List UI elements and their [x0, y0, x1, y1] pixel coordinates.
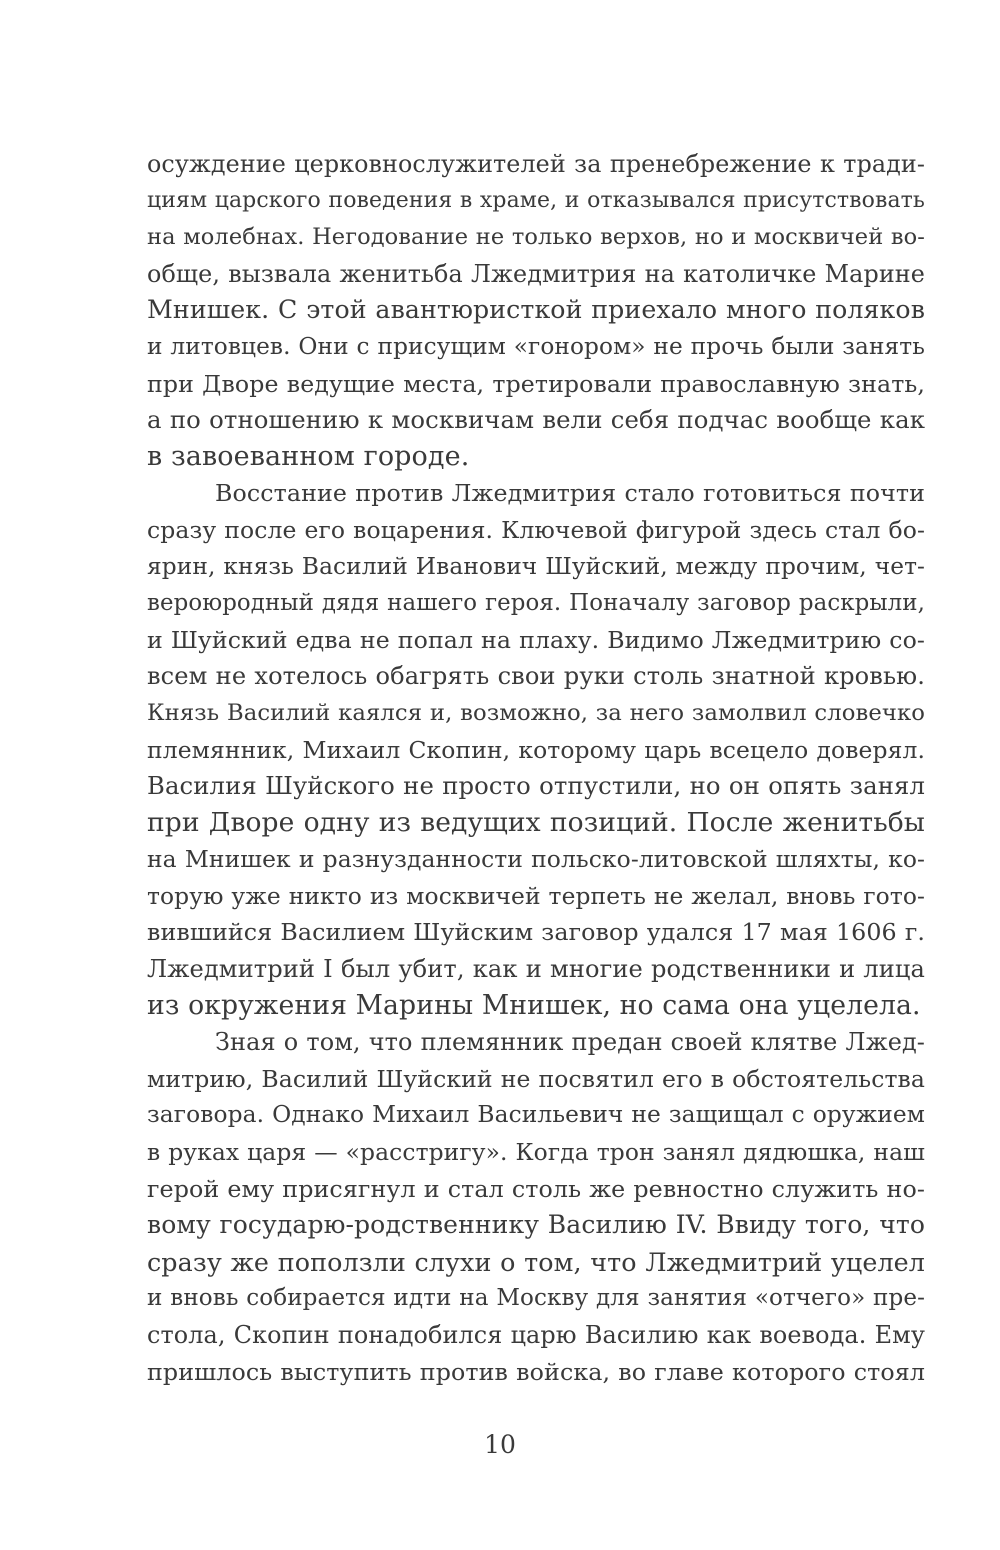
- text-line: из окружения Марины Мнишек, но сама она уцелела.: [147, 989, 921, 1021]
- text-line: торую уже никто из москвичей терпеть не желал, вновь гото-: [147, 881, 925, 910]
- text-line: митрию, Василий Шуйский не посвятил его в обстоятельства: [147, 1064, 925, 1093]
- text-line: при Дворе одну из ведущих позиций. После женитьбы: [147, 806, 925, 838]
- text-line: ярин, князь Василий Иванович Шуйский, между прочим, чет-: [147, 552, 925, 580]
- text-line: Василия Шуйского не просто отпустили, но он опять занял: [147, 771, 925, 801]
- text-line: племянник, Михаил Скопин, которому царь всецело доверял.: [147, 735, 925, 764]
- body-text: [147, 146, 925, 1390]
- paragraph-start-line: Восстание против Лжедмитрия стало готовиться почти: [215, 479, 925, 508]
- text-line: вому государю-родственнику Василию IV. Ввиду того, что: [147, 1210, 925, 1240]
- text-line: Мнишек. С этой авантюристкой приехало много поляков: [147, 295, 925, 325]
- text-line: в завоеванном городе.: [147, 440, 470, 472]
- text-line: стола, Скопин понадобился царю Василию как воевода. Ему: [147, 1321, 925, 1349]
- text-line: на молебнах. Негодование не только верхов, но и москвичей во-: [147, 224, 925, 251]
- text-line: а по отношению к москвичам вели себя подчас вообще как: [147, 405, 925, 435]
- text-line: сразу же поползли слухи о том, что Лжедмитрий уцелел: [147, 1246, 925, 1277]
- text-line: при Дворе ведущие места, третировали православную знать,: [147, 369, 925, 398]
- text-line: вероюродный дядя нашего героя. Поначалу заговор раскрыли,: [147, 590, 925, 617]
- text-line: циям царского поведения в храме, и отказывался присутствовать: [147, 187, 925, 213]
- text-line: пришлось выступить против войска, во главе которого стоял: [147, 1357, 925, 1386]
- text-line: и литовцев. Они с присущим «гонором» не прочь были занять: [147, 332, 925, 360]
- text-line: Лжедмитрий I был убит, как и многие родственники и лица: [147, 955, 925, 984]
- text-line: на Мнишек и разнузданности польско-литовской шляхты, ко-: [147, 845, 925, 874]
- paragraph-start-line: Зная о том, что племянник предан своей клятве Лжед-: [215, 1028, 925, 1057]
- text-line: заговора. Однако Михаил Васильевич не защищал с оружием: [147, 1101, 925, 1129]
- text-line: всем не хотелось обагрять свои руки столь знатной кровью.: [147, 662, 925, 691]
- text-line: и вновь собирается идти на Москву для занятия «отчего» пре-: [147, 1285, 925, 1312]
- text-line: обще, вызвала женитьба Лжедмитрия на католичке Марине: [147, 259, 925, 288]
- text-line: герой ему присягнул и стал столь же ревностно служить но-: [147, 1174, 925, 1203]
- text-line: и Шуйский едва не попал на плаху. Видимо Лжедмитрию со-: [147, 625, 925, 654]
- text-line: сразу после его воцарения. Ключевой фигурой здесь стал бо-: [147, 515, 925, 544]
- text-line: вившийся Василием Шуйским заговор удался 17 мая 1606 г.: [147, 918, 925, 947]
- page-number: 10: [484, 1430, 516, 1459]
- text-line: в руках царя — «расстригу». Когда трон занял дядюшка, наш: [147, 1138, 925, 1167]
- text-line: осуждение церковнослужителей за пренебрежение к тради-: [147, 150, 925, 178]
- text-line: Князь Василий каялся и, возможно, за него замолвил словечко: [147, 699, 925, 726]
